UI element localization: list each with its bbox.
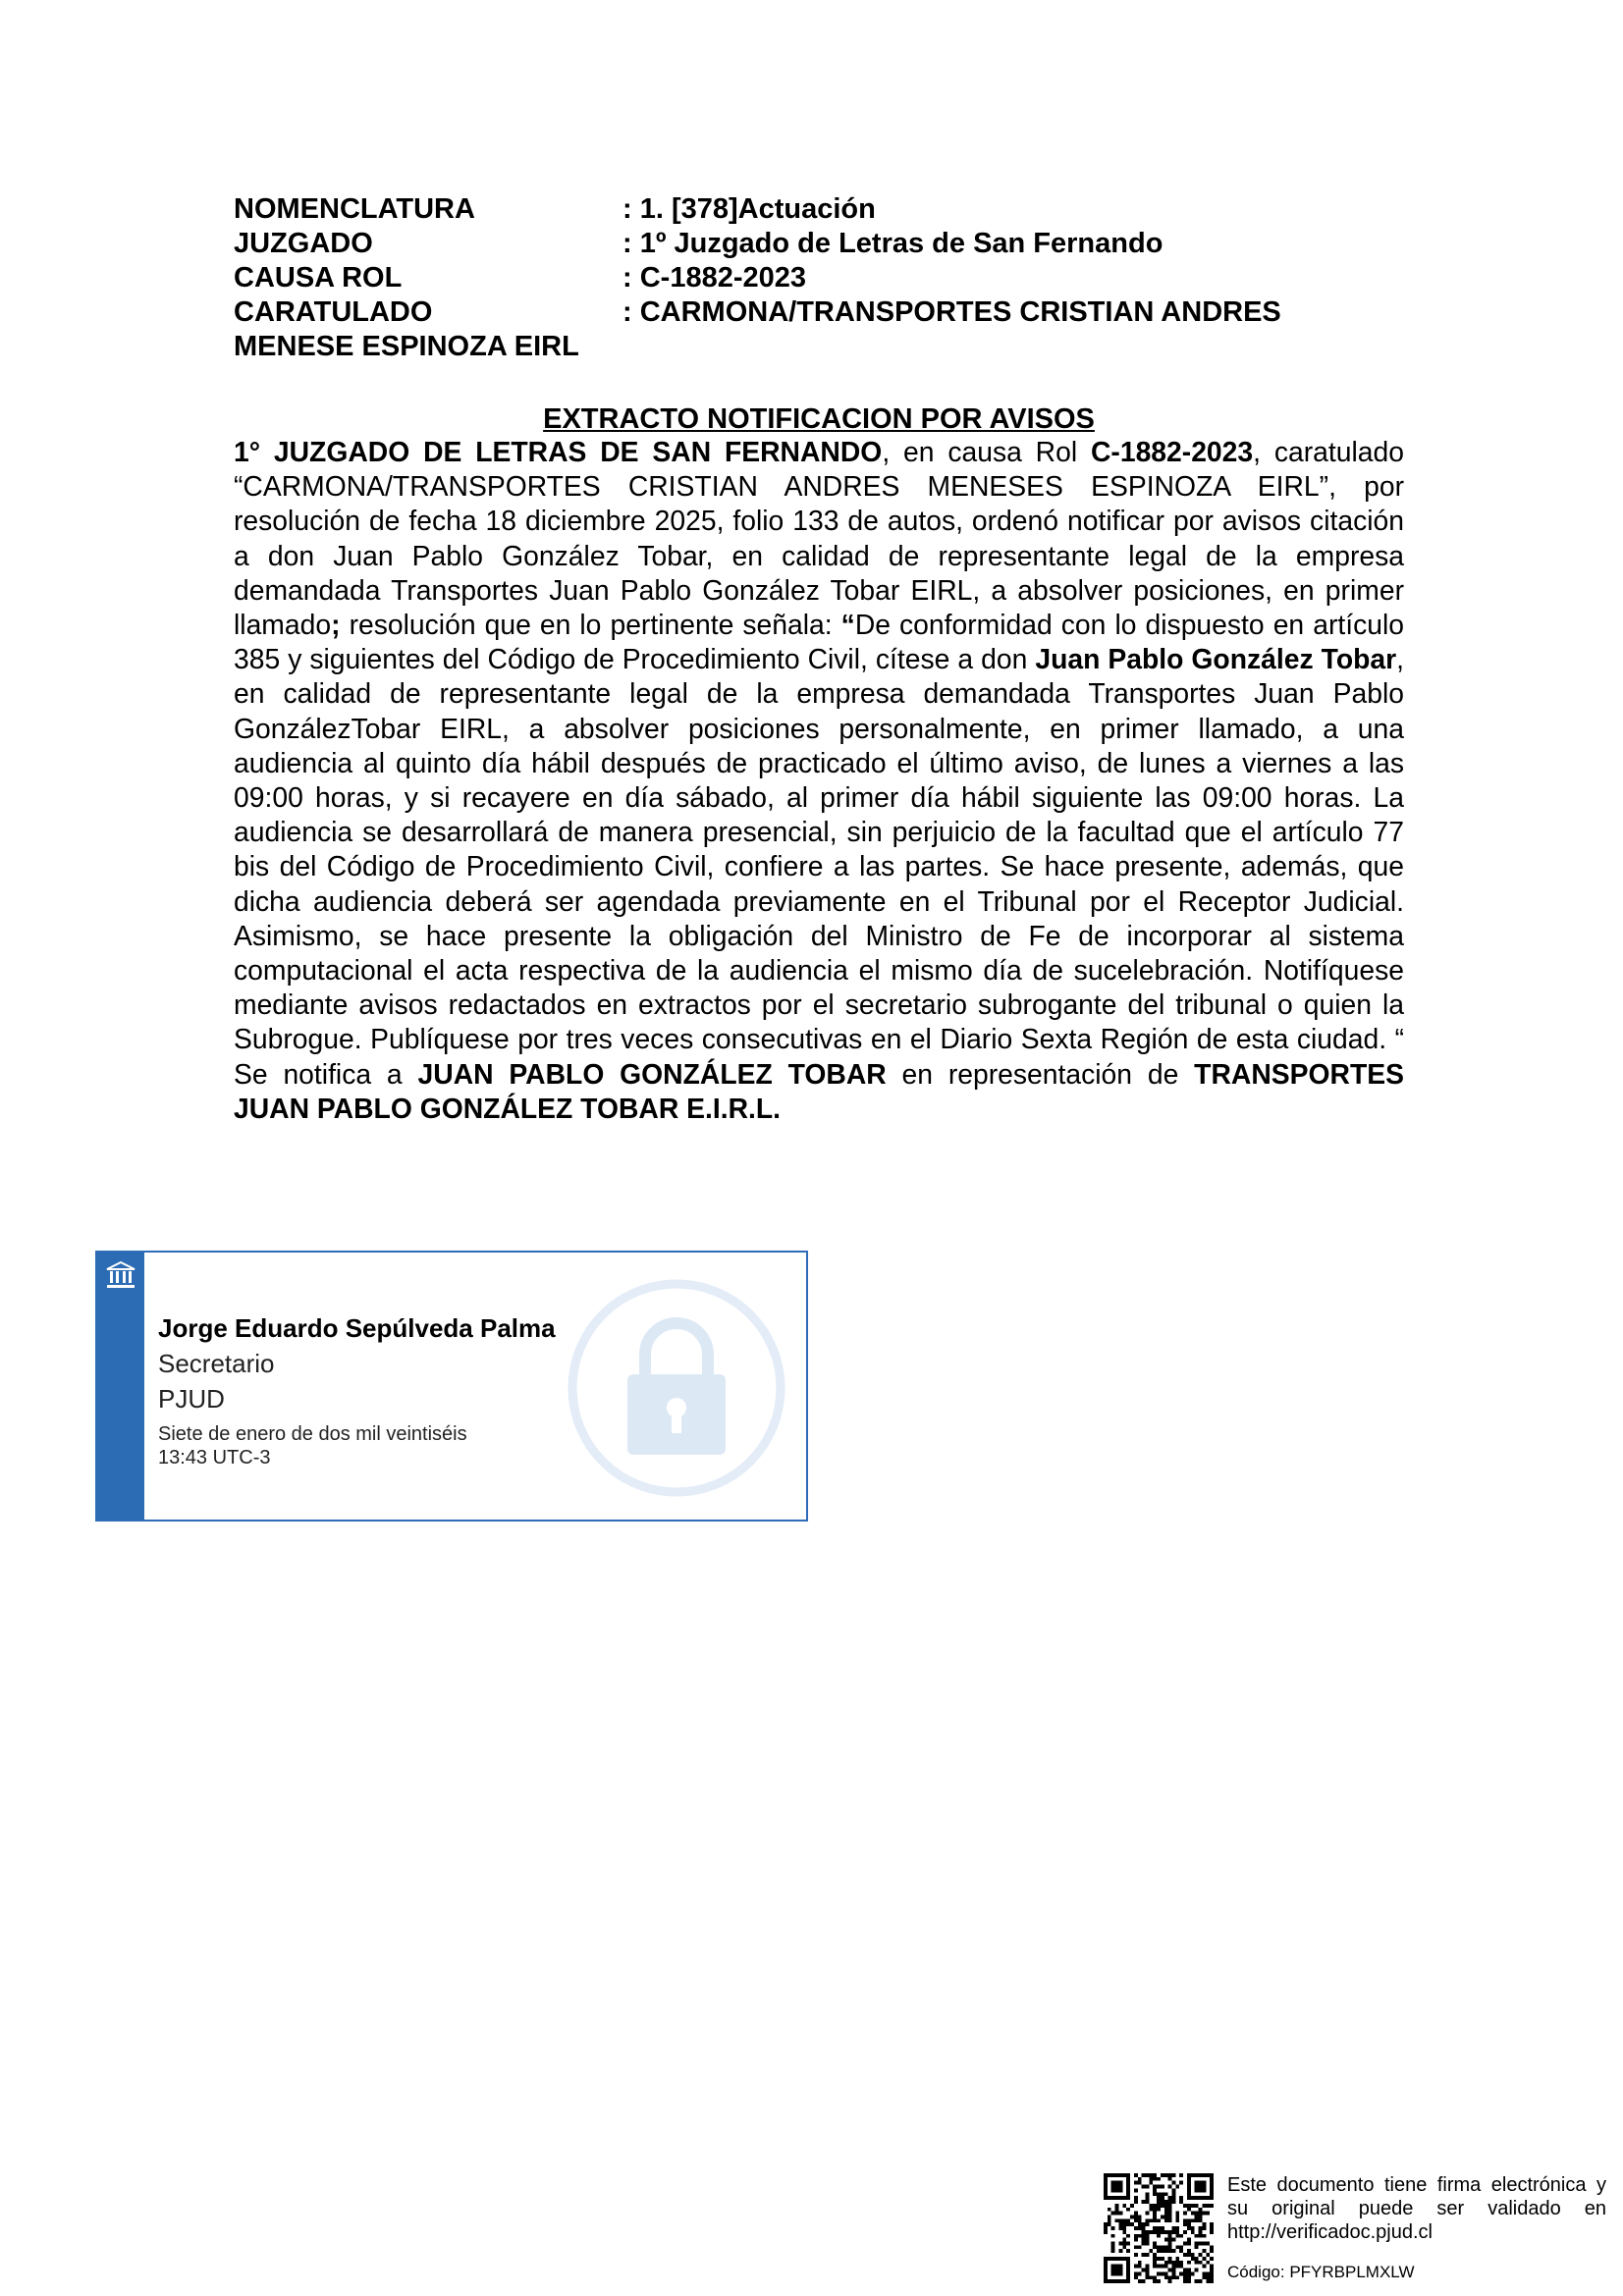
body-text: , en causa Rol [882, 436, 1091, 467]
body-text: resolución que en lo pertinente señala: [340, 609, 841, 641]
court-name: 1° JUZGADO DE LETRAS DE SAN FERNANDO [234, 436, 883, 467]
header-row-caratulado [234, 295, 1412, 330]
header-value: : 1. [378]Actuación [622, 193, 876, 225]
verification-code: Código: PFYRBPLMXLW [1227, 2263, 1415, 2281]
body-punctuation: ; [331, 609, 341, 641]
lock-icon [567, 1278, 786, 1498]
notified-company: TRANSPORTES JUAN PABLO GONZÁLEZ TOBAR E.I.R.L. [234, 1057, 1404, 1124]
header-row-juzgado [234, 227, 1412, 261]
signature-time: 13:43 UTC-3 [158, 1447, 271, 1468]
header-value: : C-1882-2023 [622, 262, 806, 294]
institution-icon [105, 1260, 136, 1290]
signature-box [95, 1251, 808, 1522]
qr-code [1104, 2173, 1214, 2283]
signer-role: Secretario [158, 1349, 275, 1378]
header-label: JUZGADO [234, 228, 373, 259]
body-quote-mark: “ [840, 609, 855, 641]
case-header [234, 192, 1412, 364]
header-label: CARATULADO [234, 296, 433, 328]
document-title: EXTRACTO NOTIFICACION POR AVISOS [543, 403, 1095, 435]
verification-notice: Este documento tiene firma electrónica y su original puede ser validado en http://verificadoc.pjud.cl [1227, 2174, 1606, 2243]
body-text: , en calidad de representante legal de la empresa demandada Transportes Juan Pablo GonzálezTobar EIRL, a absolver posiciones personalmente, en primer llamado, a una audiencia al quinto día hábil después de practicado el último aviso, de lunes a viernes a las 09:00 horas, y si recayere en día sábado, al primer día hábil siguiente las 09:00 horas. La audiencia se desarrollará de manera presencial, sin perjuicio de la facultad que el artículo 77 bis del Código de Procedimiento Civil, confiere a las partes. Se hace presente, además, que dicha audiencia deberá ser agendada previamente en el Tribunal por el Receptor Judicial. Asimismo, se hace presente la obligación del Ministro de Fe de incorporar al sistema computacional el acta respectiva de la audiencia el mismo día de sucelebración. Notifíquese mediante avisos redactados en extractos por el secretario subrogante del tribunal o quien la Subrogue. Publíquese por tres veces consecutivas en el Diario Sexta Región de esta ciudad. “ Se notifica a [234, 643, 1405, 1090]
notified-person: JUAN PABLO GONZÁLEZ TOBAR [417, 1057, 887, 1090]
header-label: NOMENCLATURA [234, 193, 475, 225]
notice-body [234, 435, 1404, 1126]
signature-timestamp [158, 1422, 531, 1469]
case-number: C-1882-2023 [1090, 436, 1254, 467]
header-continuation: MENESE ESPINOZA EIRL [234, 331, 579, 362]
body-text: De conformidad con lo dispuesto en artículo 385 y siguientes del Código de Procedimiento Civil, cítese a don [234, 609, 1405, 675]
signature-sidebar [97, 1253, 144, 1520]
body-text: en representación de [886, 1057, 1195, 1090]
signature-date: Siete de enero de dos mil veintiséis [158, 1423, 467, 1445]
header-value: : CARMONA/TRANSPORTES CRISTIAN ANDRES [622, 296, 1281, 328]
header-value: : 1º Juzgado de Letras de San Fernando [622, 228, 1163, 259]
header-label: CAUSA ROL [234, 262, 403, 294]
header-row-nomenclatura [234, 192, 1412, 227]
signer-name: Jorge Eduardo Sepúlveda Palma [158, 1313, 556, 1343]
body-text: , caratulado “CARMONA/TRANSPORTES CRISTIAN ANDRES MENESES ESPINOZA EIRL”, por resolución de fecha 18 diciembre 2025, folio 133 de autos, ordenó notificar por avisos citación a don Juan Pablo González Tobar, en calidad de representante legal de la empresa demandada Transportes Juan Pablo González Tobar EIRL, a absolver posiciones, en primer llamado [234, 436, 1404, 641]
signer-organization: PJUD [158, 1384, 225, 1414]
person-name: Juan Pablo González Tobar [1035, 643, 1397, 675]
header-row-causa-rol [234, 261, 1412, 295]
